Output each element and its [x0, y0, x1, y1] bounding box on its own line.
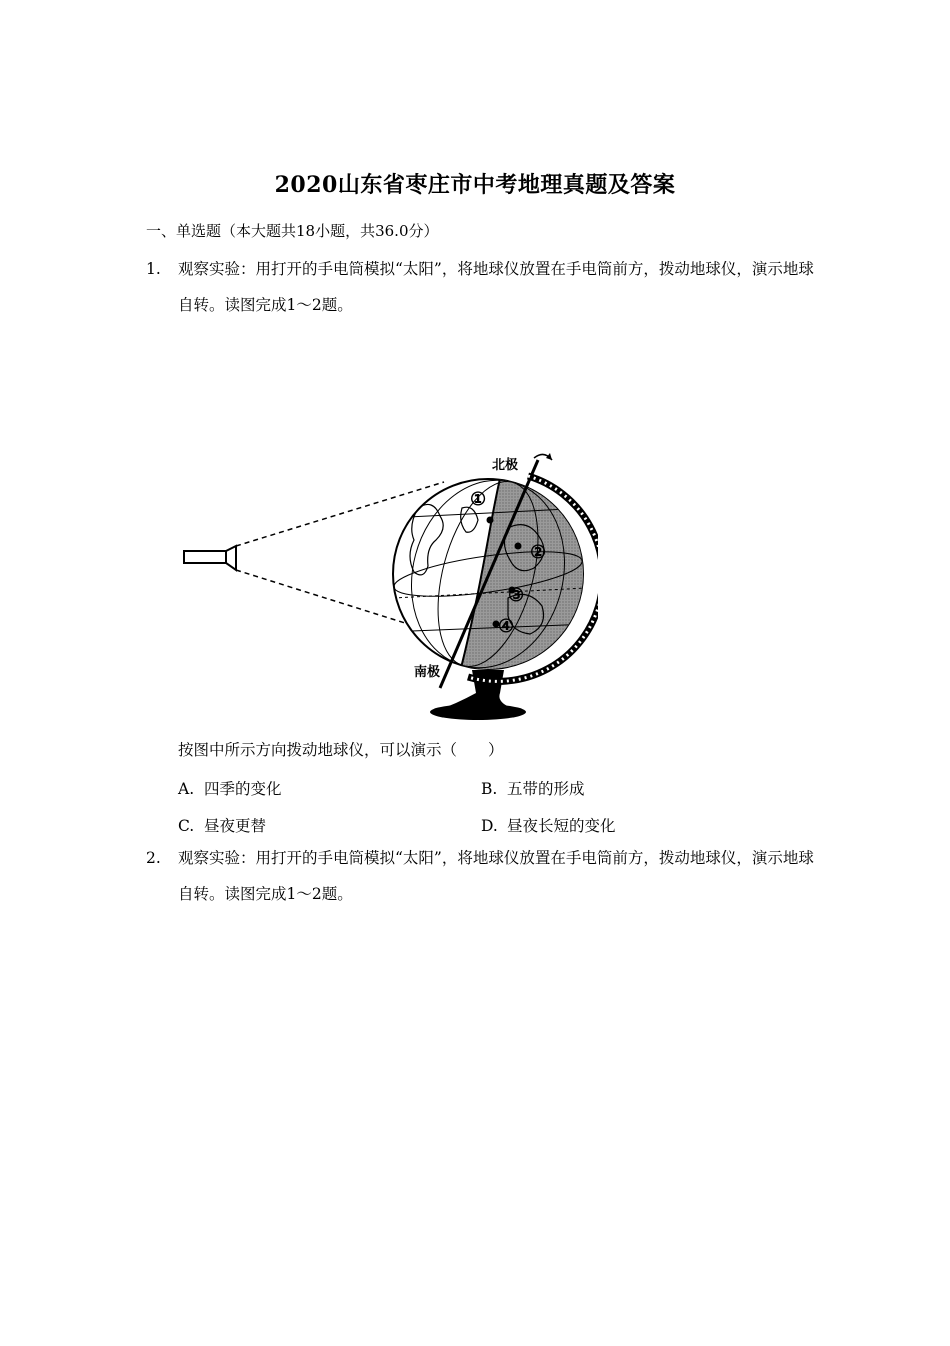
globe-flashlight-figure — [178, 448, 598, 728]
south-pole-label: 南极 — [414, 665, 441, 680]
option-c-text: 昼夜更替 — [204, 817, 267, 835]
marker-3-label: ③ — [508, 585, 525, 606]
question-1 — [146, 251, 826, 323]
north-pole-label: 北极 — [492, 458, 519, 473]
marker-2-label: ② — [530, 542, 547, 563]
option-d-text: 昼夜长短的变化 — [507, 817, 616, 835]
option-c[interactable] — [178, 814, 266, 836]
option-b-letter: B. — [481, 780, 498, 798]
question-2-stem: 观察实验：用打开的手电筒模拟“太阳”，将地球仪放置在手电筒前方，拨动地球仪，演示地球自转。读图完成1～2题。 — [178, 849, 814, 903]
marker-4-label: ④ — [498, 616, 515, 637]
option-b-text: 五带的形成 — [507, 780, 585, 798]
marker-1-label: ① — [470, 489, 487, 510]
option-a[interactable] — [178, 777, 282, 799]
option-a-text: 四季的变化 — [204, 780, 282, 798]
option-d-letter: D. — [481, 817, 498, 835]
question-1-stem: 观察实验：用打开的手电筒模拟“太阳”，将地球仪放置在手电筒前方，拨动地球仪，演示地球自转。读图完成1～2题。 — [178, 260, 814, 314]
question-2-number: 2. — [146, 849, 161, 867]
option-c-letter: C. — [178, 817, 195, 835]
section-heading: 一、单选题（本大题共18小题，共36.0分） — [146, 222, 439, 240]
page-title: 2020山东省枣庄市中考地理真题及答案 — [274, 172, 676, 198]
option-a-letter: A. — [178, 780, 195, 798]
question-2 — [146, 840, 826, 912]
option-d[interactable] — [481, 814, 616, 836]
flashlight-icon — [184, 546, 236, 570]
question-1-prompt: 按图中所示方向拨动地球仪，可以演示（ ） — [178, 741, 504, 759]
option-b[interactable] — [481, 777, 585, 799]
question-1-number: 1. — [146, 260, 161, 278]
